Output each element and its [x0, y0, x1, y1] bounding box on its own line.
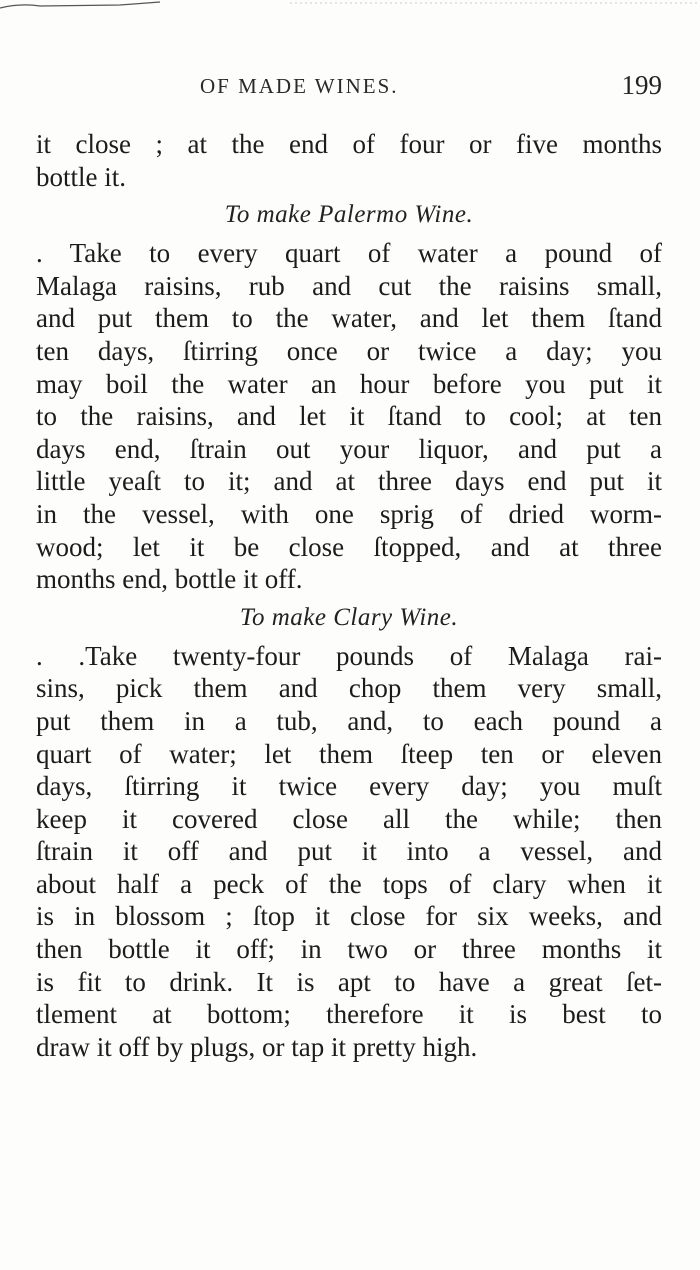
text-line: to the raisins, and let it ſtand to cool; at ten: [36, 401, 662, 432]
text-line: about half a peck of the tops of clary when it: [36, 868, 662, 899]
text-line: little yeaſt to it; and at three days end put it: [36, 466, 662, 497]
scan-edge-mark: [0, 0, 700, 14]
text-line: sins, pick them and chop them very small,: [36, 673, 662, 704]
text-line: days end, ſtrain out your liquor, and put a: [36, 433, 662, 464]
text-line: put them in a tub, and, to each pound a: [36, 705, 662, 736]
page-number: 199: [621, 70, 662, 100]
text-line: and put them to the water, and let them ſtand: [36, 303, 662, 334]
running-head: OF MADE WINES.: [200, 74, 399, 98]
text-line: months end, bottle it off.: [36, 564, 303, 595]
section-heading-clary: To make Clary Wine.: [239, 603, 459, 631]
text-line: . Take to every quart of water a pound of: [36, 238, 662, 269]
text-line: is fit to drink. It is apt to have a great ſet-: [36, 966, 662, 997]
text-line: wood; let it be close ſtopped, and at three: [36, 531, 662, 562]
text-line: draw it off by plugs, or tap it pretty high.: [36, 1031, 478, 1062]
text-line: keep it covered close all the while; then: [36, 803, 662, 834]
body-text: [36, 128, 662, 1063]
text-line: may boil the water an hour before you put it: [36, 368, 662, 399]
text-line: ten days, ſtirring once or twice a day; you: [36, 335, 662, 366]
text-line: then bottle it off; in two or three months it: [36, 934, 662, 965]
section-heading-palermo: To make Palermo Wine.: [224, 201, 474, 229]
text-line: tlement at bottom; therefore it is best to: [36, 999, 662, 1030]
text-line: is in blossom ; ſtop it close for six weeks, and: [36, 901, 662, 932]
text-line: days, ſtirring it twice every day; you muſt: [36, 771, 662, 802]
text-line: bottle it.: [36, 161, 126, 192]
text-line: . .Take twenty-four pounds of Malaga rai-: [36, 640, 662, 671]
text-line: Malaga raisins, rub and cut the raisins small,: [36, 270, 662, 301]
page-header: [36, 70, 664, 114]
text-line: ſtrain it off and put it into a vessel, and: [36, 836, 662, 867]
text-line: it close ; at the end of four or five months: [36, 129, 662, 159]
text-line: in the vessel, with one sprig of dried worm-: [36, 498, 662, 529]
text-line: quart of water; let them ſteep ten or eleven: [36, 738, 662, 769]
